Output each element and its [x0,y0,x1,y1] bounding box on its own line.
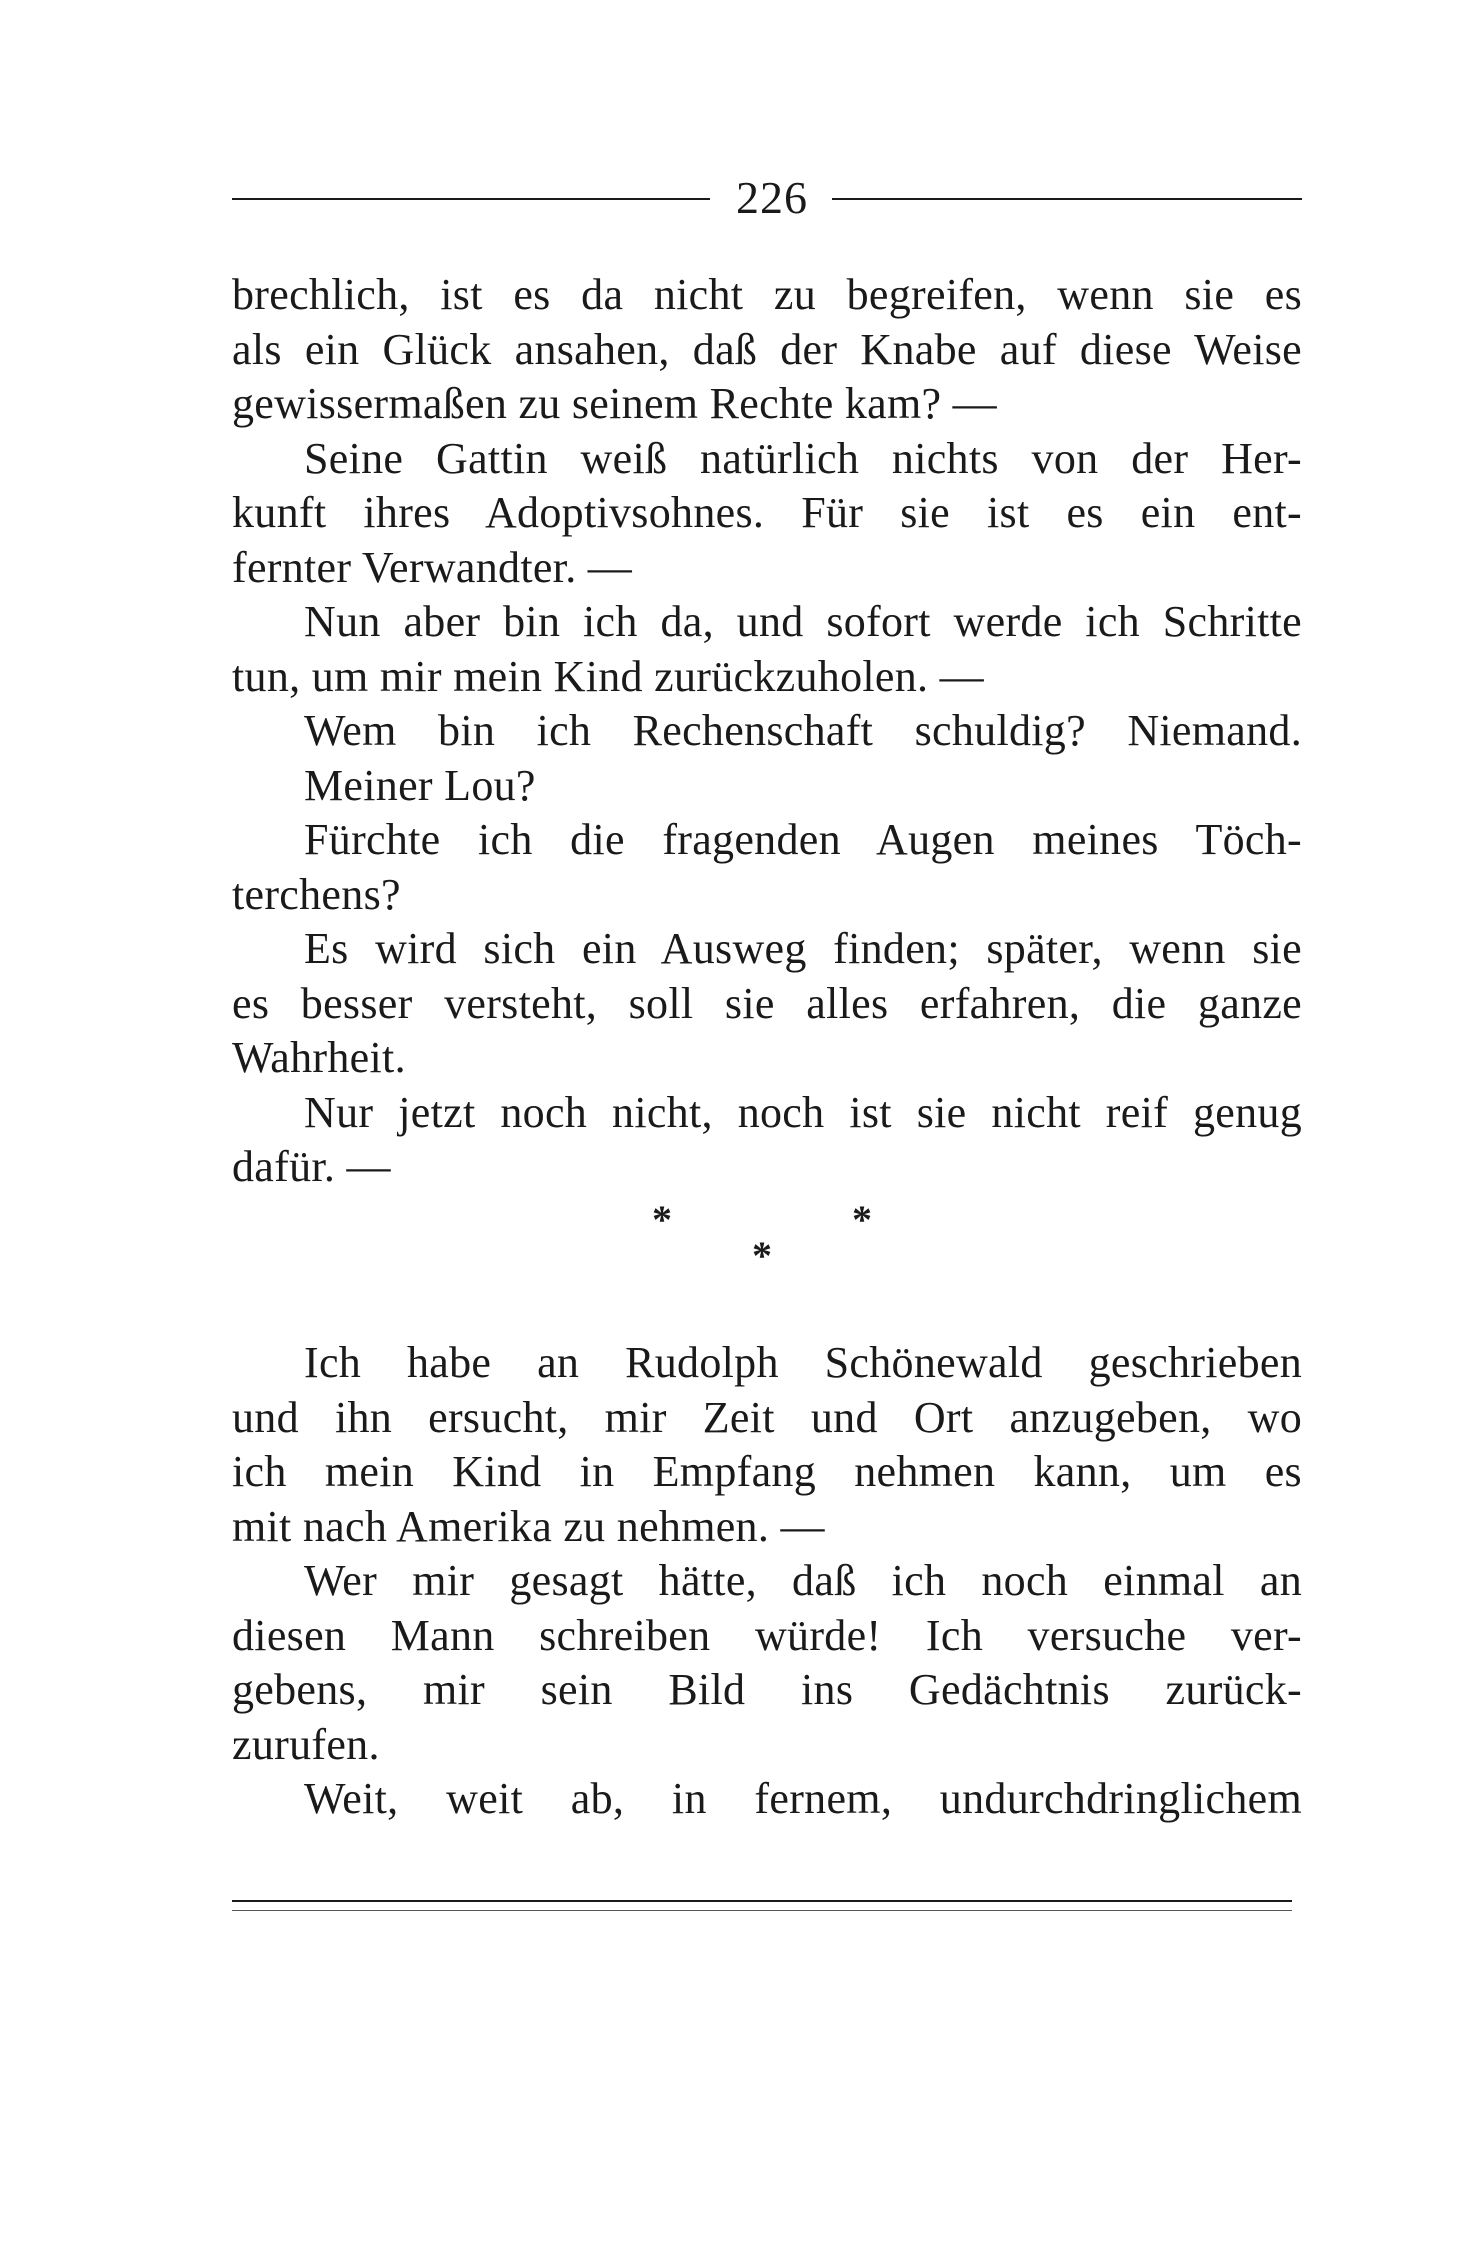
separator-star: * [652,1197,672,1242]
text-line: Wer mir gesagt hätte, daß ich noch einmal an [304,1556,1302,1605]
text-line: ich mein Kind in Empfang nehmen kann, um es [232,1447,1302,1496]
text-line: als ein Glück ansahen, daß der Knabe auf diese Weise [232,324,1302,374]
text-line: gewissermaßen zu seinem Rechte kam? — [232,379,997,428]
text-line: Meiner Lou? [304,760,536,810]
text-line: brechlich, ist es da nicht zu begreifen, wenn sie es [232,270,1302,319]
text-line: diesen Mann schreiben würde! Ich versuche ver- [232,1610,1302,1660]
text-line: terchens? [232,869,401,919]
text-line: und ihn ersucht, mir Zeit und Ort anzugeben, wo [232,1392,1302,1442]
page-number: 226 [736,172,808,223]
text-line: Es wird sich ein Ausweg finden; später, wenn sie [304,924,1302,973]
text-line: tun, um mir mein Kind zurückzuholen. — [232,651,984,701]
text-line: zurufen. [232,1719,380,1769]
text-line: Fürchte ich die fragenden Augen meines Töch- [304,815,1302,864]
text-block-first [232,268,1302,1195]
text-line: fernter Verwandter. — [232,542,633,592]
separator-star: * [852,1197,872,1242]
text-line: kunft ihres Adoptivsohnes. Für sie ist es ein ent- [232,488,1302,537]
header-rule-left [232,198,710,200]
text-line: Seine Gattin weiß natürlich nichts von der Her- [304,433,1302,483]
text-block-second [232,1336,1302,1827]
footer-rule-thin [232,1910,1292,1911]
text-line: Nun aber bin ich da, und sofort werde ich Schritte [304,597,1302,646]
text-line: Wem bin ich Rechenschaft schuldig? Niemand. [304,706,1302,755]
text-line: dafür. — [232,1142,391,1191]
text-line: es besser versteht, soll sie alles erfahren, die ganze [232,978,1302,1028]
page-header [232,168,1302,228]
text-line: gebens, mir sein Bild ins Gedächtnis zurück- [232,1665,1302,1714]
separator-star: * [752,1233,772,1278]
footer-rule [232,1900,1292,1902]
section-separator [620,1197,880,1280]
text-line: Ich habe an Rudolph Schönewald geschrieben [304,1338,1302,1387]
text-line: Weit, weit ab, in fernem, undurchdringlichem [304,1774,1302,1823]
text-line: mit nach Amerika zu nehmen. — [232,1501,825,1551]
text-line: Nur jetzt noch nicht, noch ist sie nicht reif genug [304,1087,1302,1137]
text-line: Wahrheit. [232,1033,406,1082]
header-rule-right [832,198,1302,200]
